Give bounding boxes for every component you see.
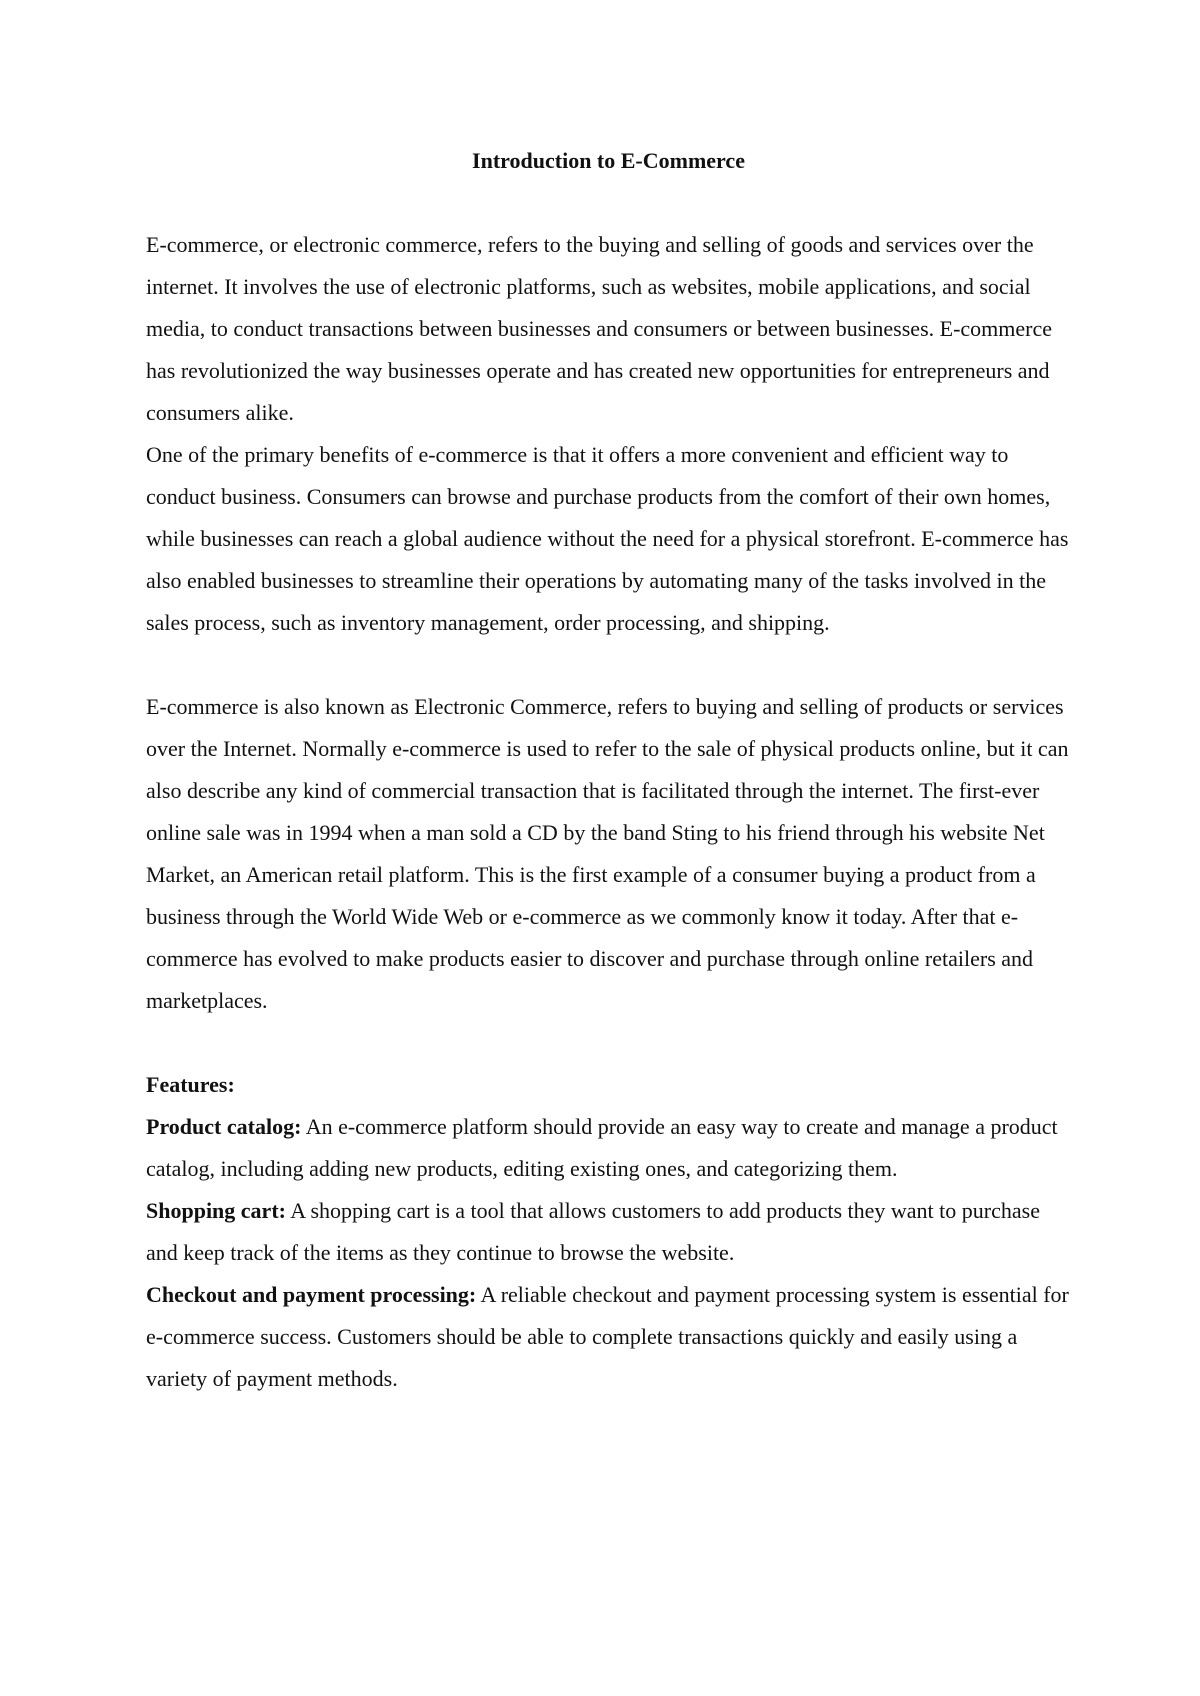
document-body bbox=[146, 140, 1071, 1400]
feature-description: An e-commerce platform should provide an easy way to create and manage a product catalog, including adding new products, editing existing ones, and categorizing them. bbox=[146, 1114, 1058, 1181]
feature-description: A reliable checkout and payment processing system is essential for e-commerce success. Customers should be able to complete transactions quickly and easily using a variety of payment methods. bbox=[146, 1282, 1069, 1391]
feature-product-catalog bbox=[146, 1106, 1071, 1190]
paragraph-definition: E-commerce, or electronic commerce, refers to the buying and selling of goods and services over the internet. It involves the use of electronic platforms, such as websites, mobile applications, and social media, to conduct transactions between businesses and consumers or between businesses. E-commerce has revolutionized the way businesses operate and has created new opportunities for entrepreneurs and consumers alike. bbox=[146, 232, 1053, 425]
paragraph-history: E-commerce is also known as Electronic Commerce, refers to buying and selling of products or services over the Internet. Normally e-commerce is used to refer to the sale of physical products online, but it can also describe any kind of commercial transaction that is facilitated through the internet. The first-ever online sale was in 1994 when a man sold a CD by the band Sting to his friend through his website Net Market, an American retail platform. This is the first example of a consumer buying a product from a business through the World Wide Web or e-commerce as we commonly know it today. After that e-commerce has evolved to make products easier to discover and purchase through online retailers and marketplaces. bbox=[146, 694, 1069, 1013]
paragraph-benefits: One of the primary benefits of e-commerce is that it offers a more convenient and efficient way to conduct business. Consumers can browse and purchase products from the comfort of their own homes, while businesses can reach a global audience without the need for a physical storefront. E-commerce has also enabled businesses to streamline their operations by automating many of the tasks involved in the sales process, such as inventory management, order processing, and shipping. bbox=[146, 442, 1069, 635]
feature-shopping-cart bbox=[146, 1190, 1071, 1274]
spacer bbox=[146, 644, 1071, 686]
feature-term: Checkout and payment processing: bbox=[146, 1282, 477, 1307]
feature-term: Product catalog: bbox=[146, 1114, 302, 1139]
spacer bbox=[146, 182, 1071, 224]
feature-term: Shopping cart: bbox=[146, 1198, 286, 1223]
feature-checkout-payment bbox=[146, 1274, 1071, 1400]
spacer bbox=[146, 1022, 1071, 1064]
document-title: Introduction to E-Commerce bbox=[472, 148, 745, 173]
feature-description: A shopping cart is a tool that allows customers to add products they want to purchase and keep track of the items as they continue to browse the website. bbox=[146, 1198, 1040, 1265]
features-heading: Features: bbox=[146, 1072, 235, 1097]
